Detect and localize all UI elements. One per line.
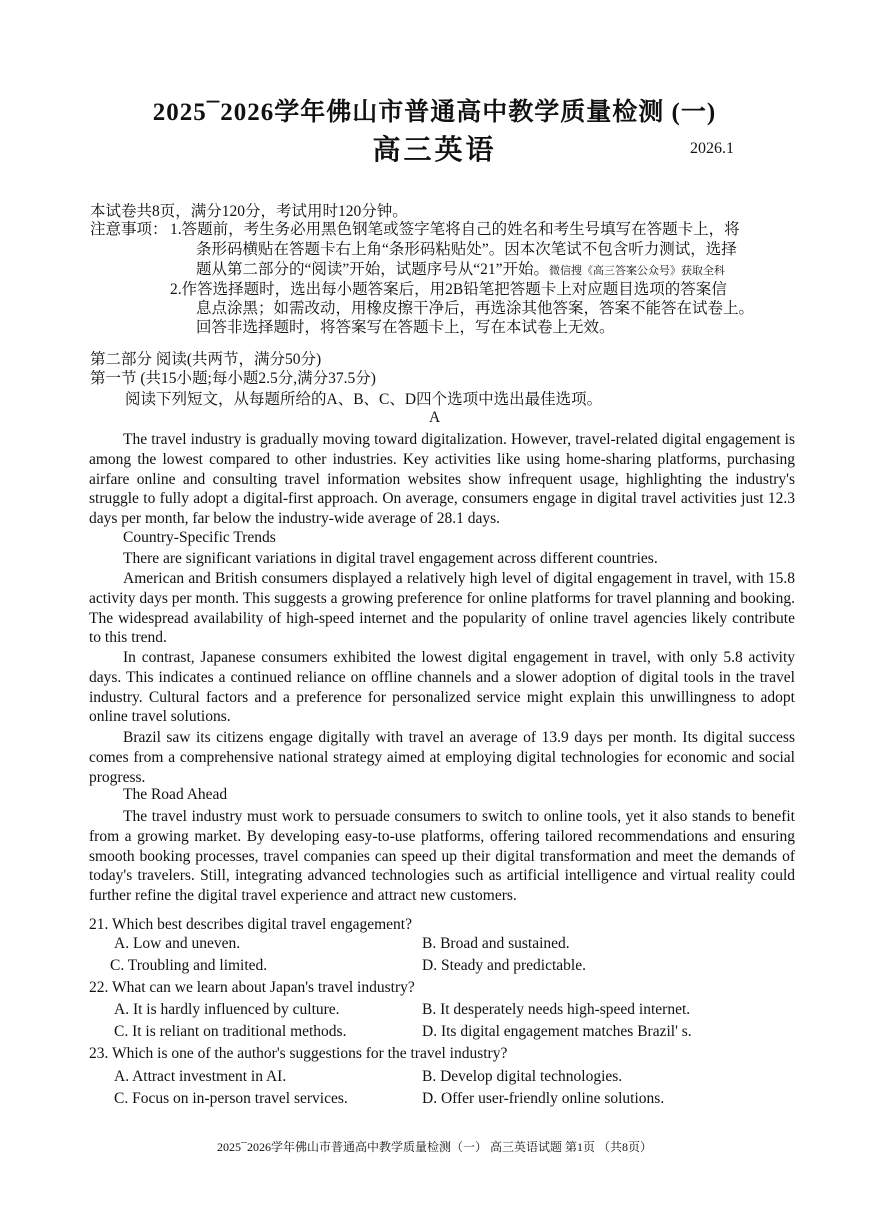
subsection-heading: 第一节 (共15小题;每小题2.5分,满分37.5分)	[90, 370, 376, 387]
passage-paragraph-5: Brazil saw its citizens engage digitally with travel an average of 13.9 days per month. Its digital success comes from a comprehensive national strategy aimed at employing digital technologies for economic and social progress.	[89, 729, 795, 786]
question-23-stem: 23. Which is one of the author's suggestions for the travel industry?	[89, 1045, 508, 1062]
notice-item-1-line-3	[196, 260, 725, 281]
question-22-option-c: C. It is reliant on traditional methods.	[114, 1023, 347, 1040]
page-footer: 2025¯2026学年佛山市普通高中教学质量检测（一） 高三英语试题 第1页 （共8页）	[216, 1140, 652, 1154]
question-22-option-a: A. It is hardly influenced by culture.	[114, 1001, 340, 1018]
notice-item-1-text: 题从第二部分的“阅读”开始，试题序号从“21”开始。	[196, 261, 550, 278]
passage-label: A	[429, 409, 441, 426]
question-21-option-a: A. Low and uneven.	[114, 935, 241, 952]
question-22-option-b: B. It desperately needs high-speed internet.	[422, 1001, 691, 1018]
notice-item-1-line-2: 条形码横贴在答题卡右上角“条形码粘贴处”。因本次笔试不包含听力测试，选择	[196, 241, 737, 258]
watermark-text: 微信搜《高三答案公众号》获取全科	[549, 265, 726, 277]
question-22-stem: 22. What can we learn about Japan's travel industry?	[89, 979, 415, 996]
question-23-option-c: C. Focus on in-person travel services.	[114, 1090, 348, 1107]
passage-paragraph-2: There are significant variations in digital travel engagement across different countries.	[123, 550, 658, 567]
question-21-option-b: B. Broad and sustained.	[422, 935, 570, 952]
passage-subheading-2: The Road Ahead	[123, 786, 228, 803]
exam-intro: 本试卷共8页，满分120分，考试用时120分钟。	[90, 203, 408, 220]
question-23-option-b: B. Develop digital technologies.	[422, 1068, 623, 1085]
passage-paragraph-6: The travel industry must work to persuade consumers to switch to online tools, yet it also stands to benefit from a growing market. By developing easy-to-use platforms, offering tailored recommendations and ensuring smooth booking processes, travel companies can speed up their digital transformation and meet the demands of today's travelers. Still, integrating advanced technologies such as artificial intelligence and virtual reality could further refine the digital travel experience and attract new customers.	[89, 808, 795, 905]
passage-paragraph-3: American and British consumers displayed a relatively high level of digital engagement in travel, with 15.8 activity days per month. This suggests a growing preference for online platforms for travel planning and booking. The widespread availability of high-speed internet and the popularity of online travel agencies likely contribute to this trend.	[89, 570, 795, 647]
part-heading: 第二部分 阅读(共两节，满分50分)	[90, 351, 322, 368]
notice-item-2-line-1: 2.作答选择题时，选出每小题答案后，用2B铅笔把答题卡上对应题目选项的答案信	[170, 281, 727, 298]
notice-item-1-line-1: 1.答题前，考生务必用黑色钢笔或签字笔将自己的姓名和考生号填写在答题卡上，将	[170, 221, 740, 238]
question-21-option-d: D. Steady and predictable.	[422, 957, 586, 974]
notice-item-2-line-3: 回答非选择题时，将答案写在答题卡上，写在本试卷上无效。	[196, 319, 615, 336]
passage-subheading-1: Country-Specific Trends	[123, 529, 276, 546]
question-22-option-d: D. Its digital engagement matches Brazil' s.	[422, 1023, 692, 1040]
exam-date: 2026.1	[690, 140, 734, 157]
exam-title: 2025¯2026学年佛山市普通高中教学质量检测 (一)	[152, 99, 717, 126]
subject-title: 高三英语	[372, 135, 497, 166]
notice-item-2-line-2: 息点涂黑；如需改动，用橡皮擦干净后，再选涂其他答案，答案不能答在试卷上。	[196, 300, 755, 317]
notice-label: 注意事项：	[90, 221, 168, 238]
question-21-option-c: C. Troubling and limited.	[110, 957, 268, 974]
passage-paragraph-4: In contrast, Japanese consumers exhibited the lowest digital engagement in travel, with only 5.8 activity days. This indicates a continued reliance on offline channels and a slower adoption of digital tools in the travel industry. Cultural factors and a preference for personalized service might explain this unwillingness to adopt online travel solutions.	[89, 649, 795, 726]
question-21-stem: 21. Which best describes digital travel engagement?	[89, 916, 412, 933]
question-23-option-a: A. Attract investment in AI.	[114, 1068, 287, 1085]
passage-paragraph-1: The travel industry is gradually moving toward digitalization. However, travel-related digital engagement is among the lowest compared to other industries. Key activities like using home-sharing platforms, purchasing airfare online and consulting travel information websites show infrequent usage, highlighting the industry's struggle to fully adopt a digital-first approach. On average, consumers engage in digital travel activities just 12.3 days per month, far below the industry-wide average of 28.1 days.	[89, 431, 795, 528]
question-23-option-d: D. Offer user-friendly online solutions.	[422, 1090, 665, 1107]
directions: 阅读下列短文，从每题所给的A、B、C、D四个选项中选出最佳选项。	[125, 391, 603, 408]
